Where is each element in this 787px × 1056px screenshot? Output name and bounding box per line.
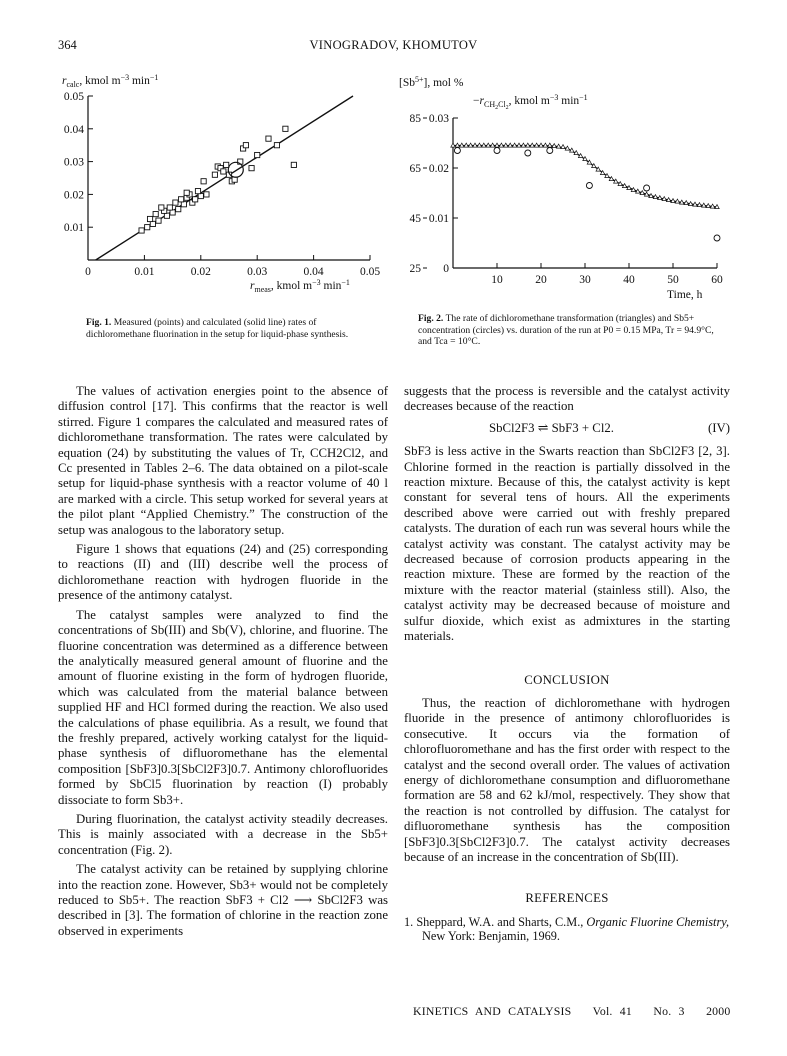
fig2-point-circle bbox=[494, 148, 500, 154]
fig1-point-square bbox=[176, 207, 181, 212]
paragraph: suggests that the process is reversible and the catalyst activity decreases because of the reaction bbox=[404, 384, 730, 414]
fig1-caption-label: Fig. 1. bbox=[86, 317, 112, 328]
fig2-point-circle bbox=[454, 148, 460, 154]
fig2-x-tick-label: 20 bbox=[535, 274, 547, 286]
fig1-calc-line bbox=[96, 96, 353, 260]
reference-number: 1. bbox=[404, 914, 414, 929]
fig2-right-axis-label: $-r_{CH}2Cl2$, kmol $m^{-3}$ $\min^{-1}$ bbox=[473, 93, 588, 111]
fig2-ticks bbox=[410, 113, 724, 286]
fig1-points bbox=[96, 96, 353, 260]
fig1-point-square bbox=[181, 202, 186, 207]
fig1-caption-text: Measured (points) and calculated (solid line) rates of dichloromethane fluorination in the setup for liquid-phase synthesis. bbox=[86, 317, 349, 340]
conclusion-paragraph: Thus, the reaction of dichloromethane with hydrogen fluoride in the presence of antimony chlorofluorides is consecutive. It occurs via the formation of chlorofluoromethane and has the first order with respect to the catalyst and the second overall order. The values of activation energy of dichloromethane consumption and difluoromethane formation are 58 and 62 kJ/mol, respectively. They show that the reaction is not controlled by diffusion. The catalyst for difluoromethane synthesis has the composition [SbF3]0.3[SbCl2F3]0.7. The catalyst activity decreases because of an increase in the concentration of Sb(III). bbox=[404, 695, 730, 864]
reference-item bbox=[404, 915, 730, 944]
fig1-point-circle bbox=[228, 162, 243, 177]
fig1-point-square bbox=[274, 143, 279, 148]
fig1-x-tick-label: 0.04 bbox=[303, 266, 324, 278]
fig2-x-tick-label: 30 bbox=[579, 274, 591, 286]
fig2-caption-text: The rate of dichloromethane transformation (triangles) and Sb5+ concentration (circles) vs. duration of the run at P0 = 0.15 MPa, Tr = 94.9°C, and Tca = 10°C. bbox=[418, 313, 714, 347]
fig1-point-square bbox=[145, 225, 150, 230]
fig2-x-zero-label: 0 bbox=[443, 263, 449, 275]
fig1-xlabel: $r_{meas}$, kmol $m^{-3}$ $\min^{-1}$ bbox=[250, 278, 350, 294]
fig1-x-tick-label: 0 bbox=[85, 266, 91, 278]
fig2-point-triangle bbox=[548, 143, 552, 147]
fig2-x-tick-label: 50 bbox=[667, 274, 679, 286]
fig1-point-square bbox=[164, 213, 169, 218]
fig1-point-square bbox=[193, 197, 198, 202]
equation-number: (IV) bbox=[707, 420, 730, 435]
fig1-y-tick-label: 0.05 bbox=[63, 91, 84, 103]
fig2-xlabel: Time, h bbox=[667, 289, 703, 301]
fig1-point-square bbox=[153, 211, 158, 216]
fig2-point-circle bbox=[586, 183, 592, 189]
reference-title: Organic Fluorine Chemistry, bbox=[586, 914, 730, 929]
fig1-point-square bbox=[170, 210, 175, 215]
fig1-x-tick-label: 0.01 bbox=[134, 266, 155, 278]
fig2-point-circle bbox=[525, 150, 531, 156]
fig2-x-tick-label: 10 bbox=[491, 274, 503, 286]
fig1-point-square bbox=[291, 162, 296, 167]
equation: SbCl2F3 ⇌ SbF3 + Cl2. bbox=[489, 420, 614, 435]
fig2-point-circle bbox=[644, 185, 650, 191]
footer-volume: Vol. 41 bbox=[592, 1004, 632, 1018]
fig2-point-circle bbox=[714, 235, 720, 241]
fig1-y-tick-label: 0.02 bbox=[63, 189, 84, 202]
fig1-point-square bbox=[156, 218, 161, 223]
fig2-left-tick-label: 25 bbox=[409, 263, 421, 275]
fig1-point-square bbox=[195, 189, 200, 194]
fig2-point-triangle bbox=[561, 145, 565, 149]
fig2-caption-label: Fig. 2. bbox=[418, 313, 444, 324]
fig1-x-tick-label: 0.03 bbox=[247, 266, 268, 278]
references-heading: REFERENCES bbox=[525, 891, 609, 906]
fig1-point-square bbox=[150, 221, 155, 226]
fig2-right-tick-label: 0.01 bbox=[428, 213, 449, 225]
fig1-point-square bbox=[221, 169, 226, 174]
fig1-point-square bbox=[201, 179, 206, 184]
fig2-x-tick-label: 60 bbox=[711, 274, 723, 286]
fig1-point-square bbox=[255, 152, 260, 157]
fig2-points bbox=[451, 143, 720, 241]
fig2-right-tick-label: 0.02 bbox=[428, 163, 449, 175]
fig2-right-tick-label: 0.03 bbox=[428, 113, 449, 125]
reference-publisher: New York: Benjamin, 1969. bbox=[422, 929, 560, 944]
footer-year: 2000 bbox=[706, 1004, 731, 1018]
fig1-point-square bbox=[198, 193, 203, 198]
footer-journal: KINETICS AND CATALYSIS bbox=[413, 1004, 572, 1018]
footer-number: No. 3 bbox=[653, 1004, 685, 1018]
fig1-y-tick-label: 0.01 bbox=[63, 222, 84, 235]
fig2-point-circle bbox=[547, 148, 553, 154]
fig1-y-tick-label: 0.04 bbox=[63, 123, 84, 136]
figure-2-chart bbox=[395, 74, 735, 306]
fig1-point-square bbox=[204, 192, 209, 197]
fig2-left-tick-label: 45 bbox=[409, 213, 421, 225]
fig1-point-square bbox=[159, 205, 164, 210]
reference-authors: Sheppard, W.A. and Sharts, C.M., bbox=[416, 914, 584, 929]
fig1-point-square bbox=[167, 205, 172, 210]
fig2-x-tick-label: 40 bbox=[623, 274, 635, 286]
fig1-point-square bbox=[139, 228, 144, 233]
fig1-point-square bbox=[212, 172, 217, 177]
figure-1-caption bbox=[86, 317, 376, 340]
fig1-x-tick-label: 0.05 bbox=[359, 266, 380, 278]
fig1-point-square bbox=[173, 200, 178, 205]
fig2-left-tick-label: 65 bbox=[409, 163, 421, 175]
running-head: VINOGRADOV, KHOMUTOV bbox=[309, 38, 478, 52]
fig1-point-square bbox=[249, 166, 254, 171]
paragraph: SbF3 is less active in the Swarts reaction than SbCl2F3 [2, 3]. Chlorine formed in the reaction is partially dissolved in the reaction mixture. Because of this, the catalyst activity is kept constant for several tens of hours. All the experiments described above were carried out with freshly prepared catalysts. The duration of each run was several hours while the catalyst activity was constant. The catalyst activity may be decreased because of corrosion products appearing in the reaction mixture. These are formed by the reaction of the mixture with the reactor material (stainless still). Also, the catalyst activity may be decreased because of moisture and sulfur dioxide, which exist as admixtures in the starting materials. bbox=[404, 444, 730, 644]
left-column bbox=[58, 384, 388, 939]
fig1-ylabel: $r_{calc}$, kmol $m^{-3}$ $\min^{-1}$ bbox=[62, 74, 159, 89]
figure-2-caption bbox=[418, 313, 730, 348]
paragraph: The catalyst activity can be retained by supplying chlorine into the reaction zone. However, Sb3+ would not be completely reduced to Sb5+. The reaction SbF3 + Cl2 ⟶ SbCl2F3 was described in [3]. The formation of chlorine in the reaction zone observed in experiments bbox=[58, 862, 388, 938]
fig1-point-square bbox=[266, 136, 271, 141]
fig2-left-axis-label: $[Sb^{5+}]$, mol % bbox=[399, 75, 464, 89]
paragraph: The values of activation energies point to the absence of diffusion control [17]. This confirms that the reactor is well stirred. Figure 1 compares the calculated and measured rates of dichloromethane transformation. The rates were calculated by equation (24) by substituting the values of Tr, CCH2Cl2, and Cc presented in Tables 2–6. The data obtained on a pilot-scale setup for liquid-phase synthesis with a reactor volume of 40 l are marked with a circle. This setup worked for several years at the pilot plant “Applied Chemistry.” The construction of the setup was analogous to the laboratory setup. bbox=[58, 384, 388, 537]
fig1-point-square bbox=[178, 197, 183, 202]
paragraph: During fluorination, the catalyst activity steadily decreases. This is mainly associated with a decrease in the Sb5+ concentration (Fig. 2). bbox=[58, 811, 388, 857]
right-column bbox=[404, 384, 730, 944]
fig2-left-tick-label: 85 bbox=[409, 113, 421, 125]
fig1-point-square bbox=[147, 216, 152, 221]
conclusion-heading: CONCLUSION bbox=[524, 672, 610, 687]
page-number: 364 bbox=[58, 38, 77, 52]
fig2-axes bbox=[453, 118, 717, 268]
fig1-point-square bbox=[283, 126, 288, 131]
equation-IV bbox=[404, 421, 730, 436]
paragraph: Figure 1 shows that equations (24) and (25) corresponding to reactions (II) and (III) describe well the process of dichloromethane reaction with hydrogen fluoride in the presence of the antimony catalyst. bbox=[58, 542, 388, 603]
figure-1-chart bbox=[40, 74, 380, 296]
fig1-point-square bbox=[243, 143, 248, 148]
fig1-point-square bbox=[184, 190, 189, 195]
paragraph: The catalyst samples were analyzed to find the concentrations of Sb(III) and Sb(V), chlorine, and fluorine. The fluorine concentration was determined as a difference between the analytically measured general amount of fluorine and the amount of fluorine existing in the form of hydrogen fluoride, which was calculated from the material balance between supplied HF and HCl formed during the reaction. We also used the calculations of phase equilibria. As a result, we found that the freshly prepared, actively working catalyst for the liquid-phase synthesis of difluoromethane has the elemental composition [SbF3]0.3[SbCl2F3]0.7. Antimony chlorofluorides formed by SbCl5 fluorination by reaction (I) probably dissociate to form Sb3+. bbox=[58, 607, 388, 807]
fig1-y-tick-label: 0.03 bbox=[63, 156, 84, 169]
fig1-axes bbox=[88, 96, 370, 260]
fig1-point-square bbox=[224, 162, 229, 167]
fig2-fit-curve bbox=[453, 146, 717, 208]
journal-footer bbox=[413, 1004, 730, 1019]
fig1-x-tick-label: 0.02 bbox=[190, 266, 211, 278]
